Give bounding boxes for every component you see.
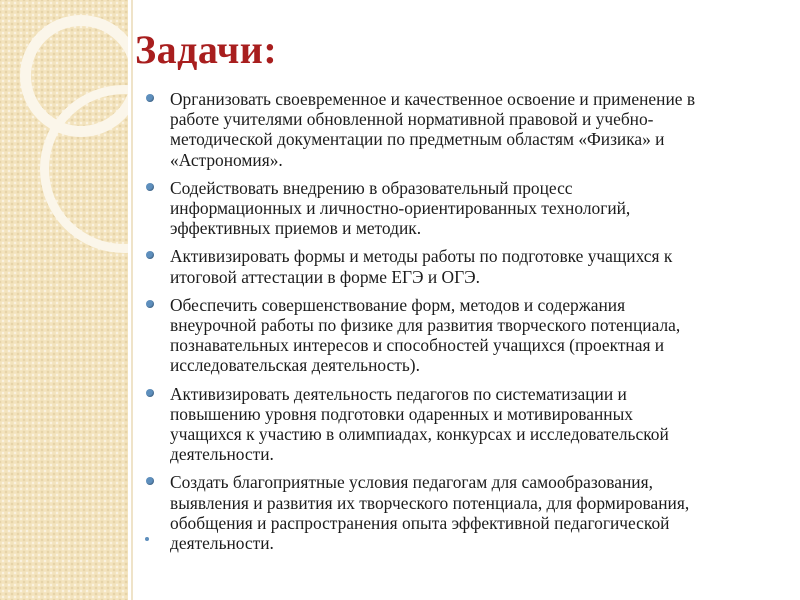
bullet-icon [146, 389, 154, 397]
task-item [170, 295, 788, 376]
side-divider [131, 0, 133, 600]
task-item [170, 178, 788, 239]
bullet-icon [146, 94, 154, 102]
task-text: Организовать своевременное и качественное освоение и применение в работе учителями обновленной нормативной правовой и учебно- методической документации по предметным областям «Физика» и «Астрономия». [170, 89, 696, 170]
slide-title: Задачи: [135, 27, 278, 72]
task-item [170, 472, 788, 553]
task-text: Активизировать формы и методы работы по подготовке учащихся к итоговой аттестации в форме ЕГЭ и ОГЭ. [170, 246, 673, 287]
task-list [170, 89, 788, 561]
bullet-icon [146, 477, 154, 485]
task-text: Обеспечить совершенствование форм, методов и содержания внеурочной работы по физике для развития творческого потенциала, познавательных интересов и способностей учащихся (проектная и исследовательская деятельность). [170, 294, 681, 376]
empty-bullet-icon [145, 537, 149, 541]
decorative-side-band [0, 0, 128, 600]
task-item [170, 384, 788, 465]
task-item [170, 246, 788, 286]
bullet-icon [146, 251, 154, 259]
bullet-icon [146, 183, 154, 191]
bullet-icon [146, 300, 154, 308]
task-text: Активизировать деятельность педагогов по систематизации и повышению уровня подготовки одаренных и мотивированных учащихся к участию в олимпиадах, конкурсах и исследовательской деятельности. [170, 383, 669, 465]
task-text: Создать благоприятные условия педагогам для самообразования, выявления и развития их творческого потенциала, для формирования, обобщения и распространения опыта эффективной педагогической деятельности. [170, 472, 690, 554]
task-item [170, 89, 788, 170]
task-text: Содействовать внедрению в образовательный процесс информационных и личностно-ориентированных технологий, эффективных приемов и методик. [170, 177, 631, 239]
